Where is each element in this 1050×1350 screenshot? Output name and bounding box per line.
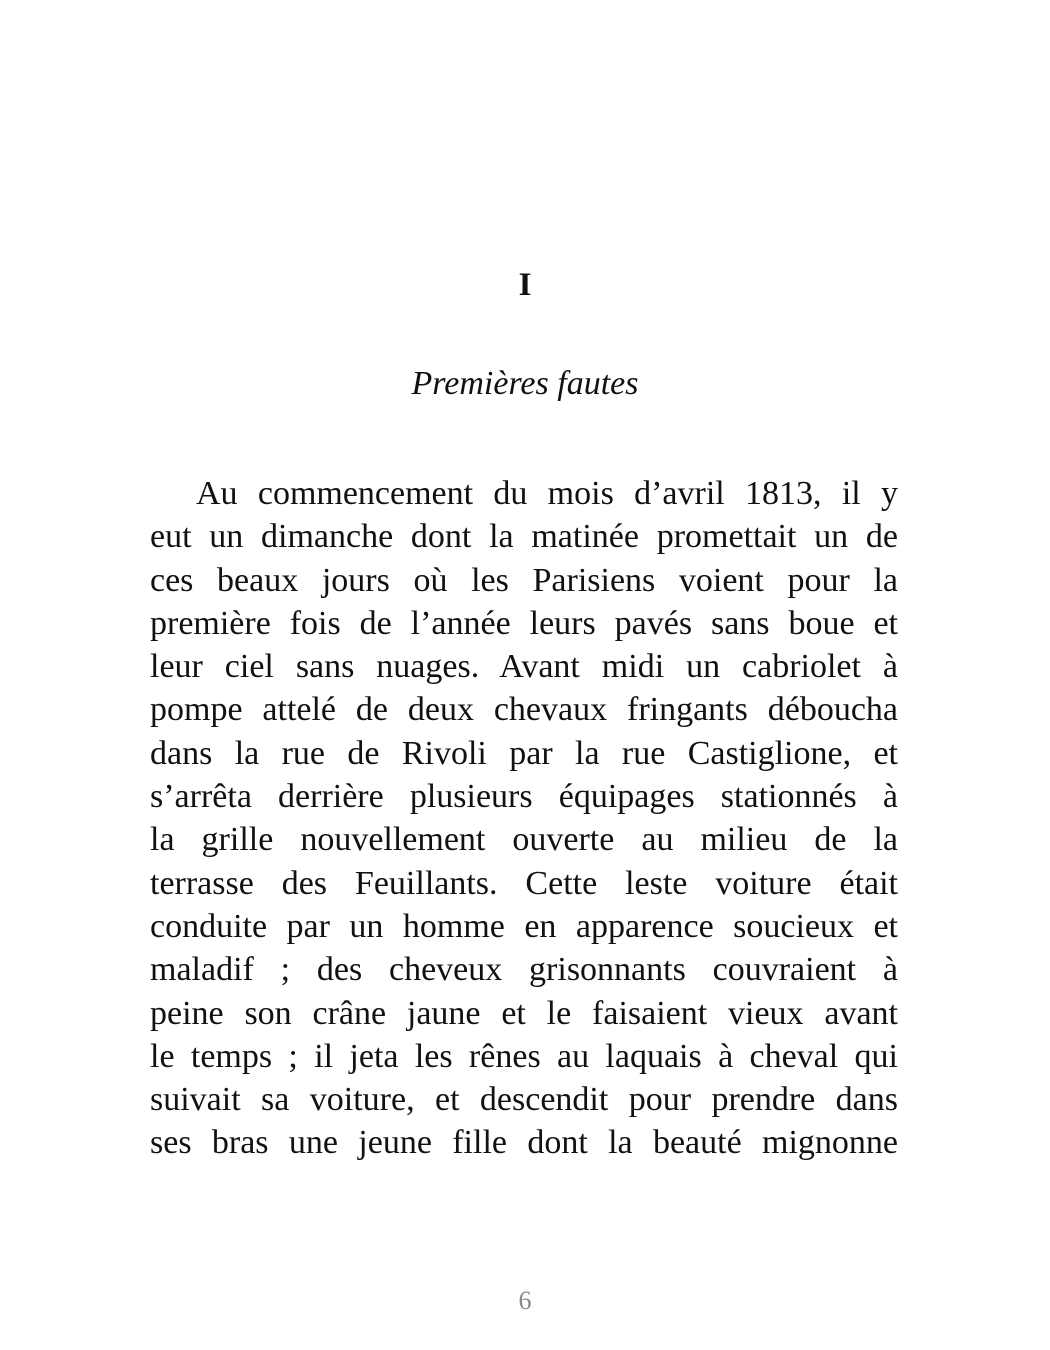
chapter-number: I — [518, 267, 532, 303]
text-line: ses bras une jeune fille dont la beauté mignonne — [150, 1124, 898, 1162]
page-number: 6 — [518, 1286, 532, 1315]
text-line: ces beaux jours où les Parisiens voient pour la — [150, 561, 898, 599]
text-line: pompe attelé de deux chevaux fringants déboucha — [150, 691, 898, 729]
body-text — [150, 472, 898, 1165]
text-line: maladif ; des cheveux grisonnants couvraient à — [150, 951, 898, 989]
text-line: Au commencement du mois d’avril 1813, il y — [196, 475, 898, 512]
text-line: le temps ; il jeta les rênes au laquais à cheval qui — [150, 1037, 898, 1075]
text-line: conduite par un homme en apparence soucieux et — [150, 907, 898, 945]
text-line: suivait sa voiture, et descendit pour prendre dans — [150, 1081, 898, 1119]
text-line: terrasse des Feuillants. Cette leste voiture était — [150, 864, 898, 902]
text-line: s’arrêta derrière plusieurs équipages stationnés à — [150, 778, 898, 816]
chapter-title: Premières fautes — [411, 365, 639, 402]
text-line: peine son crâne jaune et le faisaient vieux avant — [150, 994, 898, 1032]
text-line: la grille nouvellement ouverte au milieu de la — [150, 821, 898, 859]
text-line: première fois de l’année leurs pavés sans boue et — [150, 604, 898, 642]
text-line: leur ciel sans nuages. Avant midi un cabriolet à — [150, 648, 898, 686]
text-line: eut un dimanche dont la matinée promettait un de — [150, 518, 898, 556]
text-line: dans la rue de Rivoli par la rue Castiglione, et — [150, 734, 898, 772]
